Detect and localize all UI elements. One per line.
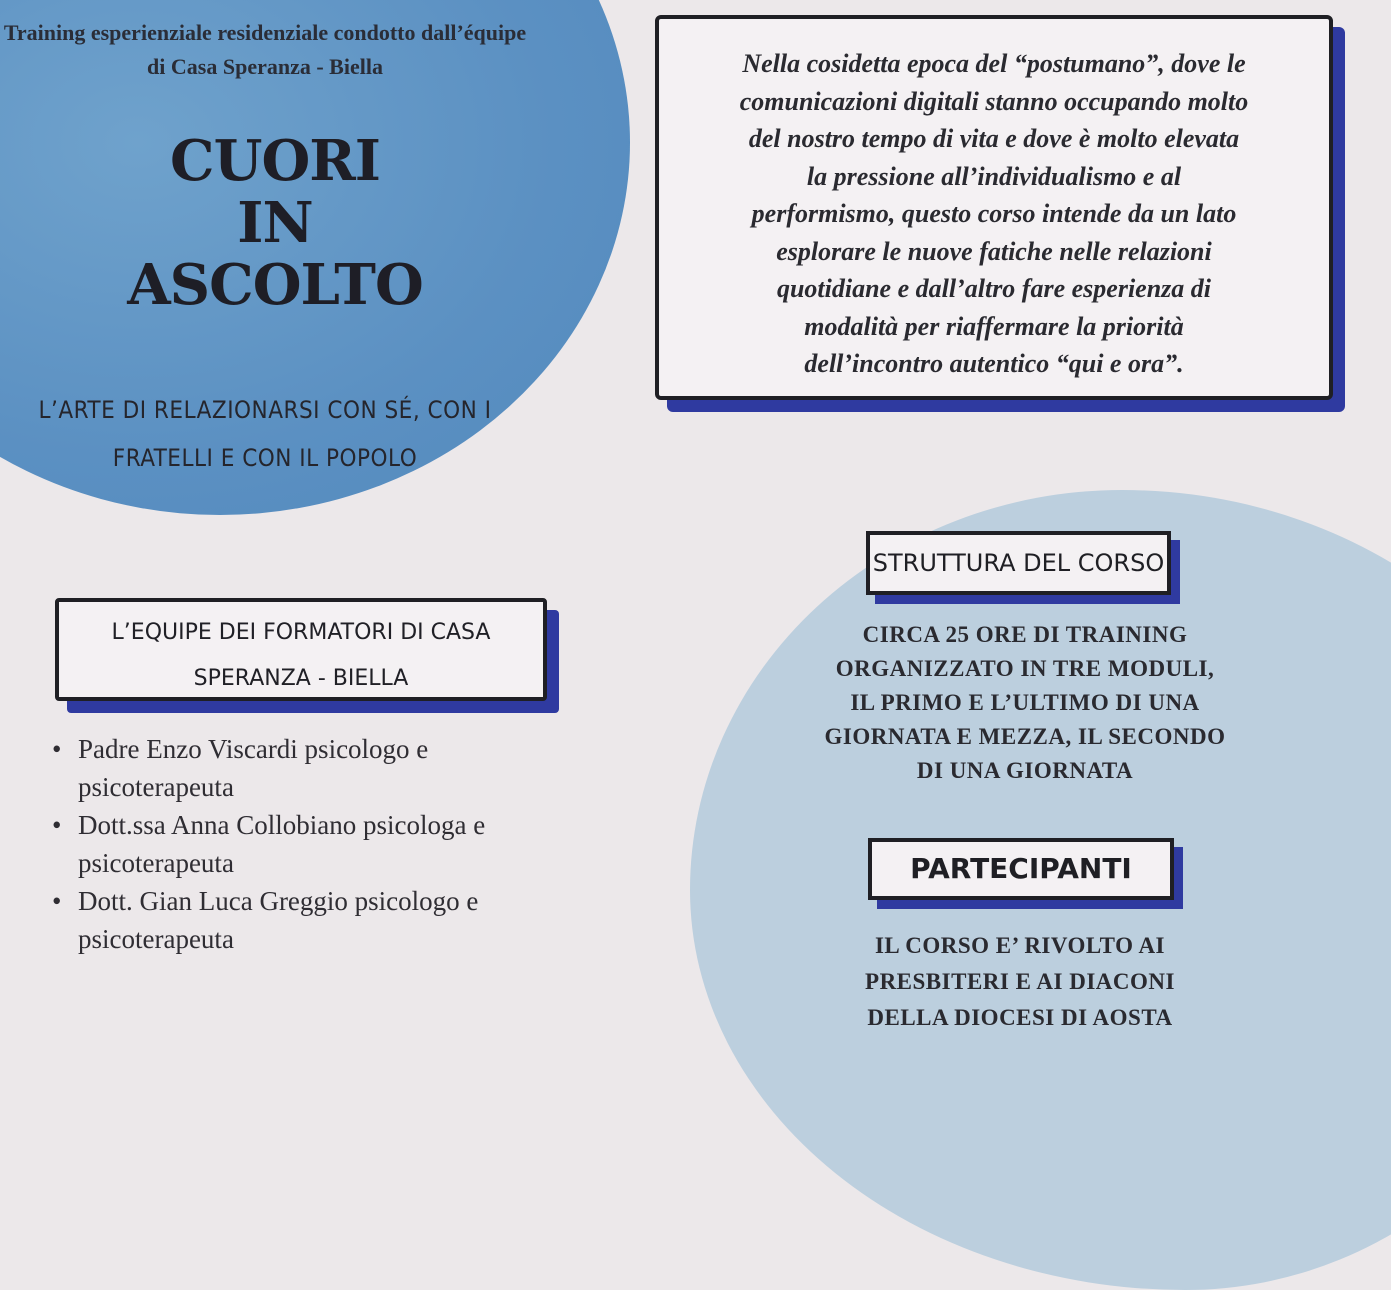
partecipanti-line: IL CORSO E’ RIVOLTO AI (874, 933, 1166, 958)
intro-line: quotidiane e dall’altro fare esperienza di (776, 274, 1212, 303)
struttura-line: IL PRIMO E L’ULTIMO DI UNA (850, 690, 1200, 715)
struttura-line: CIRCA 25 ORE DI TRAINING (862, 622, 1188, 647)
subtitle: Training esperienziale residenziale condotto dall’équipe di Casa Speranza - Biella (3, 20, 527, 79)
intro-line: la pressione all’individualismo e al (806, 161, 1182, 191)
equipe-heading-box (55, 598, 547, 701)
partecipanti-label: PARTECIPANTI (868, 838, 1174, 900)
intro-line: dell’incontro autentico “qui e ora”. (804, 349, 1184, 378)
struttura-line: ORGANIZZATO IN TRE MODULI, (835, 656, 1215, 681)
partecipanti-line: PRESBITERI E AI DIACONI (865, 969, 1175, 994)
list-item (78, 882, 598, 958)
intro-line: modalità per riaffermare la priorità (804, 311, 1184, 341)
partecipanti-line: DELLA DIOCESI DI AOSTA (867, 1005, 1173, 1030)
member-line: psicoterapeuta (78, 924, 234, 954)
title-line: ASCOLTO (127, 252, 423, 318)
list-item (78, 730, 598, 806)
struttura-label: STRUTTURA DEL CORSO (866, 531, 1171, 595)
intro-box (655, 15, 1333, 400)
struttura-line: GIORNATA E MEZZA, IL SECONDO (824, 724, 1226, 749)
intro-line: del nostro tempo di vita e dove è molto elevata (748, 124, 1240, 153)
equipe-heading-line: L’EQUIPE DEI FORMATORI DI CASA (111, 620, 491, 645)
tagline (10, 386, 520, 482)
struttura-text (790, 618, 1260, 788)
team-list (78, 730, 598, 958)
title-line: CUORI (170, 128, 380, 194)
member-line: psicoterapeuta (78, 772, 234, 802)
member-line: • Dott.ssa Anna Collobiano psicologa e (78, 810, 486, 840)
equipe-heading (59, 610, 543, 702)
intro-text (659, 45, 1329, 383)
tagline-line: FRATELLI E CON IL POPOLO (112, 444, 418, 472)
intro-line: Nella cosidetta epoca del “postumano”, dove le (742, 49, 1246, 78)
member-line: • Padre Enzo Viscardi psicologo e (78, 734, 429, 764)
intro-line: performismo, questo corso intende da un lato (751, 199, 1237, 228)
struttura-line: DI UNA GIORNATA (916, 758, 1134, 783)
tagline-line: L’ARTE DI RELAZIONARSI CON SÉ, CON I (38, 396, 492, 424)
intro-line: comunicazioni digitali stanno occupando molto (739, 86, 1249, 116)
page-title (50, 130, 500, 316)
list-item (78, 806, 598, 882)
member-line: psicoterapeuta (78, 848, 234, 878)
title-line: IN (237, 190, 313, 256)
partecipanti-text (790, 928, 1250, 1036)
equipe-heading-line: SPERANZA - BIELLA (193, 666, 409, 691)
intro-line: esplorare le nuove fatiche nelle relazioni (776, 236, 1212, 266)
member-line: • Dott. Gian Luca Greggio psicologo e (78, 886, 479, 916)
